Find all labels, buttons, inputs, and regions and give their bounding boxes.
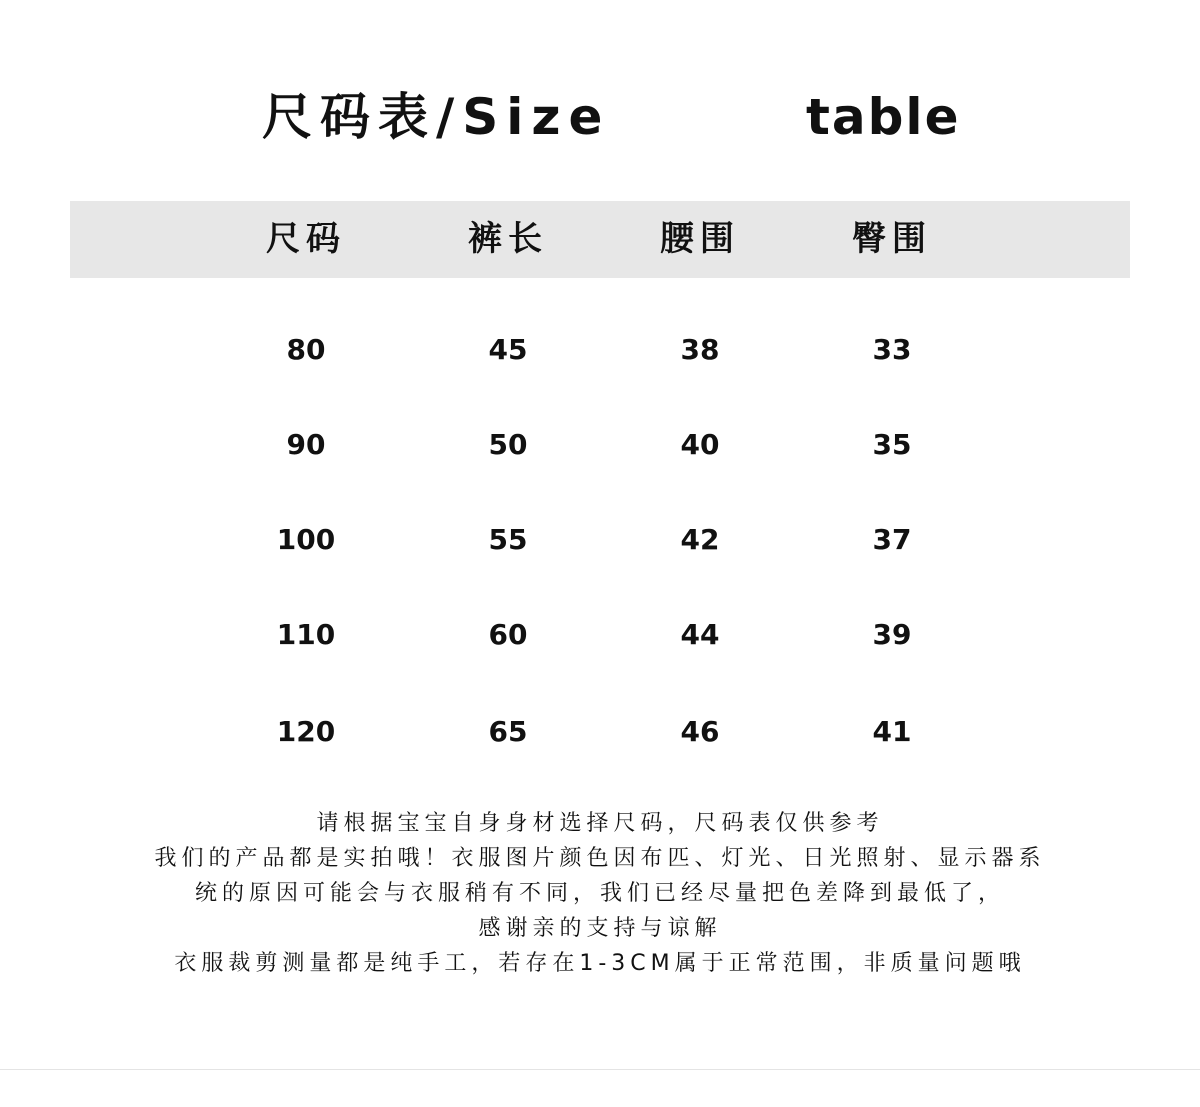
table-row [70,320,1130,380]
cell-waist: 42 [680,523,720,556]
note-line: 我们的产品都是实拍哦！衣服图片颜色因布匹、灯光、日光照射、显示器系 [154,846,1046,871]
header-hip: 臀围 [852,219,932,259]
cell-size: 110 [276,618,336,651]
table-header [70,201,1130,278]
cell-waist: 40 [680,428,720,461]
cell-pants-length: 55 [488,523,528,556]
note-line: 感谢亲的支持与谅解 [478,916,722,941]
cell-hip: 39 [872,618,912,651]
bottom-divider [0,1069,1200,1070]
cell-waist: 46 [680,715,720,748]
cell-size: 90 [286,428,326,461]
note-line: 衣服裁剪测量都是纯手工，若存在1-3CM属于正常范围，非质量问题哦 [174,951,1026,976]
size-chart-title [0,82,1200,152]
table-row [70,702,1130,762]
cell-waist: 44 [680,618,720,651]
cell-size: 80 [286,333,326,366]
cell-pants-length: 60 [488,618,528,651]
title-main: 尺码表/Size [262,88,611,146]
note-line: 请根据宝宝自身身材选择尺码，尺码表仅供参考 [316,811,884,836]
header-waist: 腰围 [660,219,740,259]
cell-pants-length: 50 [488,428,528,461]
header-pants-length: 裤长 [468,219,548,259]
cell-hip: 37 [872,523,912,556]
table-row [70,605,1130,665]
cell-size: 100 [276,523,336,556]
header-size: 尺码 [266,219,346,259]
cell-hip: 41 [872,715,912,748]
cell-hip: 35 [872,428,912,461]
notes-block [60,806,1140,981]
title-secondary: table [806,88,961,146]
cell-pants-length: 45 [488,333,528,366]
cell-size: 120 [276,715,336,748]
table-row [70,510,1130,570]
note-line: 统的原因可能会与衣服稍有不同，我们已经尽量把色差降到最低了， [194,881,1005,906]
table-row [70,415,1130,475]
cell-pants-length: 65 [488,715,528,748]
cell-waist: 38 [680,333,720,366]
cell-hip: 33 [872,333,912,366]
